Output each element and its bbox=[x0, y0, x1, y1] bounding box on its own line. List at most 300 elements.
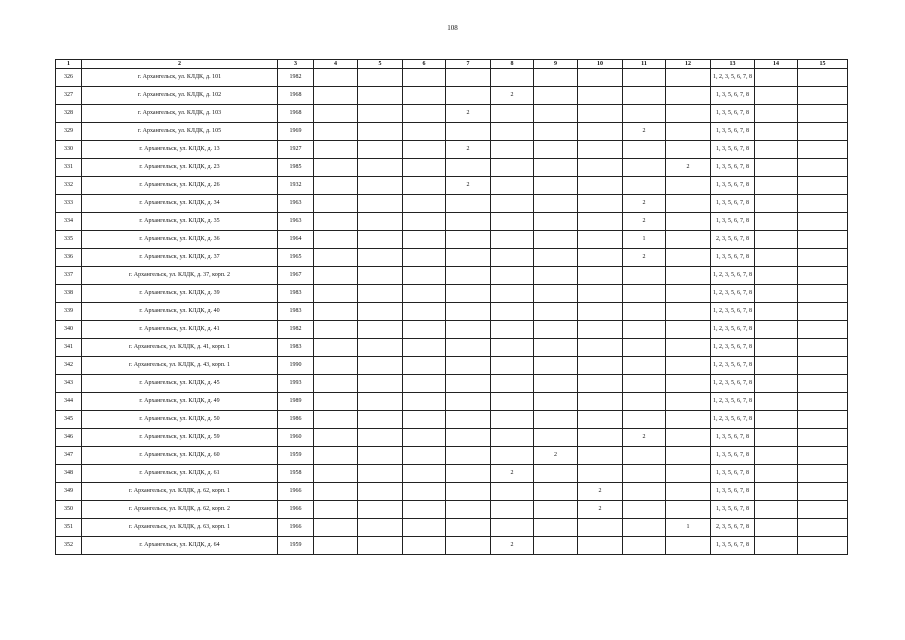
cell-c13: 1, 2, 3, 5, 6, 7, 8 bbox=[711, 375, 755, 393]
cell-c5 bbox=[358, 123, 403, 141]
cell-c6 bbox=[403, 321, 446, 339]
cell-addr: г. Архангельск, ул. КЛДК, д. 41, корп. 1 bbox=[82, 339, 278, 357]
cell-c4 bbox=[314, 321, 358, 339]
cell-year: 1993 bbox=[278, 375, 314, 393]
cell-c13: 1, 3, 5, 6, 7, 8 bbox=[711, 465, 755, 483]
cell-c14 bbox=[755, 447, 798, 465]
cell-year: 1990 bbox=[278, 357, 314, 375]
cell-c14 bbox=[755, 123, 798, 141]
cell-c7: 2 bbox=[446, 177, 491, 195]
cell-c11 bbox=[623, 267, 666, 285]
cell-c5 bbox=[358, 375, 403, 393]
cell-c15 bbox=[798, 447, 848, 465]
cell-c10 bbox=[578, 429, 623, 447]
cell-c9 bbox=[534, 249, 578, 267]
column-header-6: 6 bbox=[403, 60, 446, 69]
cell-c9 bbox=[534, 429, 578, 447]
cell-c9 bbox=[534, 195, 578, 213]
cell-c9 bbox=[534, 465, 578, 483]
cell-c7 bbox=[446, 303, 491, 321]
cell-c8 bbox=[491, 105, 534, 123]
cell-addr: г. Архангельск, ул. КЛДК, д. 26 bbox=[82, 177, 278, 195]
cell-year: 1959 bbox=[278, 447, 314, 465]
cell-c13: 1, 3, 5, 6, 7, 8 bbox=[711, 447, 755, 465]
cell-c11 bbox=[623, 537, 666, 555]
cell-addr: г. Архангельск, ул. КЛДК, д. 23 bbox=[82, 159, 278, 177]
cell-year: 1964 bbox=[278, 231, 314, 249]
table-row bbox=[56, 69, 848, 87]
cell-c7 bbox=[446, 159, 491, 177]
cell-c15 bbox=[798, 537, 848, 555]
cell-n: 331 bbox=[56, 159, 82, 177]
cell-c6 bbox=[403, 231, 446, 249]
cell-c4 bbox=[314, 195, 358, 213]
cell-year: 1968 bbox=[278, 105, 314, 123]
cell-c6 bbox=[403, 339, 446, 357]
cell-c12 bbox=[666, 213, 711, 231]
cell-c12 bbox=[666, 393, 711, 411]
cell-c12 bbox=[666, 537, 711, 555]
cell-c7 bbox=[446, 321, 491, 339]
cell-c12 bbox=[666, 375, 711, 393]
cell-c8: 2 bbox=[491, 537, 534, 555]
cell-year: 1932 bbox=[278, 177, 314, 195]
table-row bbox=[56, 411, 848, 429]
cell-c5 bbox=[358, 321, 403, 339]
cell-c12 bbox=[666, 447, 711, 465]
cell-c15 bbox=[798, 429, 848, 447]
cell-c11 bbox=[623, 105, 666, 123]
cell-c8 bbox=[491, 357, 534, 375]
cell-c12 bbox=[666, 267, 711, 285]
cell-c10 bbox=[578, 303, 623, 321]
cell-c9 bbox=[534, 483, 578, 501]
cell-c10 bbox=[578, 141, 623, 159]
cell-n: 347 bbox=[56, 447, 82, 465]
cell-c9 bbox=[534, 177, 578, 195]
cell-c8: 2 bbox=[491, 465, 534, 483]
cell-c13: 1, 3, 5, 6, 7, 8 bbox=[711, 213, 755, 231]
cell-c7 bbox=[446, 375, 491, 393]
cell-addr: г. Архангельск, ул. КЛДК, д. 61 bbox=[82, 465, 278, 483]
table-row bbox=[56, 393, 848, 411]
cell-c11 bbox=[623, 375, 666, 393]
cell-c6 bbox=[403, 159, 446, 177]
cell-c5 bbox=[358, 465, 403, 483]
cell-c13: 1, 2, 3, 5, 6, 7, 8 bbox=[711, 339, 755, 357]
table-row bbox=[56, 195, 848, 213]
cell-c9 bbox=[534, 321, 578, 339]
table-row bbox=[56, 141, 848, 159]
cell-c12 bbox=[666, 177, 711, 195]
cell-addr: г. Архангельск, ул. КЛДК, д. 37, корп. 2 bbox=[82, 267, 278, 285]
cell-c8 bbox=[491, 483, 534, 501]
table-row bbox=[56, 285, 848, 303]
cell-n: 349 bbox=[56, 483, 82, 501]
cell-c7 bbox=[446, 483, 491, 501]
cell-year: 1982 bbox=[278, 321, 314, 339]
cell-c11 bbox=[623, 411, 666, 429]
cell-c6 bbox=[403, 483, 446, 501]
table-row bbox=[56, 177, 848, 195]
cell-c9 bbox=[534, 537, 578, 555]
cell-n: 336 bbox=[56, 249, 82, 267]
cell-c15 bbox=[798, 249, 848, 267]
cell-c10 bbox=[578, 285, 623, 303]
cell-c6 bbox=[403, 357, 446, 375]
table-row bbox=[56, 105, 848, 123]
cell-c14 bbox=[755, 375, 798, 393]
cell-year: 1985 bbox=[278, 159, 314, 177]
table-row bbox=[56, 213, 848, 231]
table-row bbox=[56, 429, 848, 447]
table-body bbox=[56, 69, 848, 555]
cell-c13: 1, 3, 5, 6, 7, 8 bbox=[711, 429, 755, 447]
cell-c8 bbox=[491, 195, 534, 213]
cell-addr: г. Архангельск, ул. КЛДК, д. 63, корп. 1 bbox=[82, 519, 278, 537]
cell-c11 bbox=[623, 519, 666, 537]
cell-c13: 1, 3, 5, 6, 7, 8 bbox=[711, 87, 755, 105]
cell-n: 329 bbox=[56, 123, 82, 141]
cell-c14 bbox=[755, 69, 798, 87]
cell-year: 1965 bbox=[278, 249, 314, 267]
cell-c9 bbox=[534, 339, 578, 357]
cell-c9 bbox=[534, 303, 578, 321]
cell-c5 bbox=[358, 213, 403, 231]
cell-c11: 1 bbox=[623, 231, 666, 249]
cell-c8 bbox=[491, 393, 534, 411]
cell-year: 1989 bbox=[278, 393, 314, 411]
cell-c4 bbox=[314, 411, 358, 429]
cell-c14 bbox=[755, 357, 798, 375]
cell-c13: 1, 2, 3, 5, 6, 7, 8 bbox=[711, 267, 755, 285]
column-header-2: 2 bbox=[82, 60, 278, 69]
cell-c5 bbox=[358, 177, 403, 195]
cell-c13: 1, 3, 5, 6, 7, 8 bbox=[711, 141, 755, 159]
cell-c15 bbox=[798, 231, 848, 249]
cell-c13: 1, 3, 5, 6, 7, 8 bbox=[711, 195, 755, 213]
cell-c6 bbox=[403, 249, 446, 267]
cell-c10 bbox=[578, 177, 623, 195]
table-row bbox=[56, 231, 848, 249]
cell-c14 bbox=[755, 231, 798, 249]
cell-c8 bbox=[491, 123, 534, 141]
cell-c5 bbox=[358, 339, 403, 357]
cell-c10 bbox=[578, 69, 623, 87]
cell-addr: г. Архангельск, ул. КЛДК, д. 62, корп. 1 bbox=[82, 483, 278, 501]
cell-n: 351 bbox=[56, 519, 82, 537]
cell-c11 bbox=[623, 483, 666, 501]
cell-c8 bbox=[491, 447, 534, 465]
cell-c7 bbox=[446, 195, 491, 213]
column-header-13: 13 bbox=[711, 60, 755, 69]
cell-c6 bbox=[403, 105, 446, 123]
cell-c15 bbox=[798, 411, 848, 429]
cell-c6 bbox=[403, 393, 446, 411]
cell-c14 bbox=[755, 393, 798, 411]
cell-c14 bbox=[755, 321, 798, 339]
cell-c6 bbox=[403, 213, 446, 231]
cell-c4 bbox=[314, 249, 358, 267]
cell-year: 1927 bbox=[278, 141, 314, 159]
cell-c8 bbox=[491, 339, 534, 357]
cell-addr: г. Архангельск, ул. КЛДК, д. 35 bbox=[82, 213, 278, 231]
cell-year: 1986 bbox=[278, 411, 314, 429]
cell-c8 bbox=[491, 285, 534, 303]
cell-c8 bbox=[491, 267, 534, 285]
cell-c11 bbox=[623, 69, 666, 87]
cell-c11 bbox=[623, 501, 666, 519]
cell-c7 bbox=[446, 537, 491, 555]
cell-addr: г. Архангельск, ул. КЛДК, д. 50 bbox=[82, 411, 278, 429]
cell-c12 bbox=[666, 303, 711, 321]
cell-c7 bbox=[446, 69, 491, 87]
cell-c15 bbox=[798, 357, 848, 375]
cell-c6 bbox=[403, 411, 446, 429]
column-header-10: 10 bbox=[578, 60, 623, 69]
cell-c5 bbox=[358, 537, 403, 555]
table-row bbox=[56, 339, 848, 357]
cell-c8 bbox=[491, 141, 534, 159]
cell-c4 bbox=[314, 339, 358, 357]
cell-year: 1969 bbox=[278, 123, 314, 141]
cell-c8 bbox=[491, 159, 534, 177]
cell-c15 bbox=[798, 141, 848, 159]
cell-c14 bbox=[755, 411, 798, 429]
cell-c4 bbox=[314, 69, 358, 87]
cell-c14 bbox=[755, 87, 798, 105]
cell-c5 bbox=[358, 285, 403, 303]
cell-c7 bbox=[446, 285, 491, 303]
table-row bbox=[56, 465, 848, 483]
cell-c10 bbox=[578, 249, 623, 267]
cell-c13: 1, 2, 3, 5, 6, 7, 8 bbox=[711, 357, 755, 375]
cell-c4 bbox=[314, 159, 358, 177]
cell-c11 bbox=[623, 321, 666, 339]
cell-c9 bbox=[534, 285, 578, 303]
cell-c11 bbox=[623, 465, 666, 483]
column-header-8: 8 bbox=[491, 60, 534, 69]
cell-c4 bbox=[314, 393, 358, 411]
cell-c14 bbox=[755, 537, 798, 555]
cell-year: 1966 bbox=[278, 483, 314, 501]
cell-c15 bbox=[798, 285, 848, 303]
cell-c12 bbox=[666, 483, 711, 501]
cell-c4 bbox=[314, 483, 358, 501]
cell-year: 1958 bbox=[278, 465, 314, 483]
cell-c11: 2 bbox=[623, 213, 666, 231]
cell-c7 bbox=[446, 249, 491, 267]
cell-n: 348 bbox=[56, 465, 82, 483]
cell-c4 bbox=[314, 465, 358, 483]
buildings-table bbox=[55, 59, 848, 555]
cell-c5 bbox=[358, 69, 403, 87]
cell-c12 bbox=[666, 231, 711, 249]
cell-c10 bbox=[578, 357, 623, 375]
table-row bbox=[56, 519, 848, 537]
cell-c5 bbox=[358, 483, 403, 501]
cell-c6 bbox=[403, 87, 446, 105]
cell-c14 bbox=[755, 429, 798, 447]
cell-c13: 1, 2, 3, 5, 6, 7, 8 bbox=[711, 303, 755, 321]
cell-c5 bbox=[358, 411, 403, 429]
cell-c5 bbox=[358, 357, 403, 375]
cell-c7 bbox=[446, 519, 491, 537]
cell-c13: 1, 3, 5, 6, 7, 8 bbox=[711, 123, 755, 141]
cell-n: 345 bbox=[56, 411, 82, 429]
cell-n: 352 bbox=[56, 537, 82, 555]
cell-c9 bbox=[534, 213, 578, 231]
cell-c12 bbox=[666, 195, 711, 213]
cell-c6 bbox=[403, 465, 446, 483]
cell-c13: 1, 3, 5, 6, 7, 8 bbox=[711, 177, 755, 195]
cell-c11: 2 bbox=[623, 429, 666, 447]
cell-n: 333 bbox=[56, 195, 82, 213]
cell-c8 bbox=[491, 375, 534, 393]
cell-c9 bbox=[534, 501, 578, 519]
cell-n: 341 bbox=[56, 339, 82, 357]
cell-c12 bbox=[666, 465, 711, 483]
cell-n: 340 bbox=[56, 321, 82, 339]
cell-c7: 2 bbox=[446, 105, 491, 123]
cell-year: 1968 bbox=[278, 87, 314, 105]
cell-n: 343 bbox=[56, 375, 82, 393]
cell-c11 bbox=[623, 159, 666, 177]
cell-c12 bbox=[666, 69, 711, 87]
cell-c11: 2 bbox=[623, 249, 666, 267]
cell-c12: 2 bbox=[666, 159, 711, 177]
cell-c13: 1, 2, 3, 5, 6, 7, 8 bbox=[711, 411, 755, 429]
cell-c4 bbox=[314, 429, 358, 447]
cell-c14 bbox=[755, 339, 798, 357]
column-header-11: 11 bbox=[623, 60, 666, 69]
cell-c13: 1, 3, 5, 6, 7, 8 bbox=[711, 483, 755, 501]
cell-c11 bbox=[623, 357, 666, 375]
cell-c10 bbox=[578, 321, 623, 339]
cell-c15 bbox=[798, 501, 848, 519]
cell-n: 335 bbox=[56, 231, 82, 249]
cell-c14 bbox=[755, 519, 798, 537]
cell-c10 bbox=[578, 105, 623, 123]
cell-c10: 2 bbox=[578, 501, 623, 519]
cell-c9 bbox=[534, 87, 578, 105]
cell-c6 bbox=[403, 429, 446, 447]
cell-c15 bbox=[798, 375, 848, 393]
cell-c12 bbox=[666, 429, 711, 447]
cell-c5 bbox=[358, 267, 403, 285]
cell-c10 bbox=[578, 393, 623, 411]
cell-c14 bbox=[755, 105, 798, 123]
cell-c6 bbox=[403, 285, 446, 303]
cell-c5 bbox=[358, 105, 403, 123]
cell-addr: г. Архангельск, ул. КЛДК, д. 37 bbox=[82, 249, 278, 267]
cell-c7 bbox=[446, 123, 491, 141]
cell-c10 bbox=[578, 195, 623, 213]
cell-c5 bbox=[358, 231, 403, 249]
cell-c15 bbox=[798, 267, 848, 285]
cell-addr: г. Архангельск, ул. КЛДК, д. 40 bbox=[82, 303, 278, 321]
cell-c7 bbox=[446, 87, 491, 105]
cell-c7 bbox=[446, 393, 491, 411]
cell-c11 bbox=[623, 447, 666, 465]
cell-c13: 1, 3, 5, 6, 7, 8 bbox=[711, 537, 755, 555]
cell-c11 bbox=[623, 339, 666, 357]
cell-c8 bbox=[491, 303, 534, 321]
cell-c10 bbox=[578, 267, 623, 285]
cell-c7 bbox=[446, 411, 491, 429]
cell-c10 bbox=[578, 465, 623, 483]
cell-c15 bbox=[798, 159, 848, 177]
cell-addr: г. Архангельск, ул. КЛДК, д. 39 bbox=[82, 285, 278, 303]
cell-c14 bbox=[755, 177, 798, 195]
cell-c8 bbox=[491, 177, 534, 195]
table-row bbox=[56, 159, 848, 177]
cell-c6 bbox=[403, 69, 446, 87]
cell-c12 bbox=[666, 285, 711, 303]
cell-c4 bbox=[314, 285, 358, 303]
cell-year: 1983 bbox=[278, 339, 314, 357]
cell-c7 bbox=[446, 429, 491, 447]
cell-c10 bbox=[578, 87, 623, 105]
column-header-15: 15 bbox=[798, 60, 848, 69]
table-row bbox=[56, 447, 848, 465]
cell-c15 bbox=[798, 69, 848, 87]
cell-c10: 2 bbox=[578, 483, 623, 501]
cell-c11: 2 bbox=[623, 123, 666, 141]
cell-c15 bbox=[798, 465, 848, 483]
cell-c7 bbox=[446, 465, 491, 483]
column-header-7: 7 bbox=[446, 60, 491, 69]
cell-year: 1966 bbox=[278, 501, 314, 519]
cell-addr: г. Архангельск, ул. КЛДК, д. 102 bbox=[82, 87, 278, 105]
cell-addr: г. Архангельск, ул. КЛДК, д. 49 bbox=[82, 393, 278, 411]
table-row bbox=[56, 87, 848, 105]
cell-c8 bbox=[491, 321, 534, 339]
cell-n: 327 bbox=[56, 87, 82, 105]
cell-n: 342 bbox=[56, 357, 82, 375]
cell-c5 bbox=[358, 195, 403, 213]
cell-c9 bbox=[534, 141, 578, 159]
cell-c5 bbox=[358, 87, 403, 105]
cell-c6 bbox=[403, 537, 446, 555]
cell-c6 bbox=[403, 501, 446, 519]
cell-c12 bbox=[666, 249, 711, 267]
cell-n: 334 bbox=[56, 213, 82, 231]
cell-c9 bbox=[534, 69, 578, 87]
cell-year: 1963 bbox=[278, 213, 314, 231]
cell-c8 bbox=[491, 501, 534, 519]
cell-c5 bbox=[358, 393, 403, 411]
cell-c5 bbox=[358, 447, 403, 465]
column-header-12: 12 bbox=[666, 60, 711, 69]
cell-c13: 2, 3, 5, 6, 7, 8 bbox=[711, 231, 755, 249]
cell-c15 bbox=[798, 87, 848, 105]
cell-c5 bbox=[358, 159, 403, 177]
column-header-1: 1 bbox=[56, 60, 82, 69]
cell-addr: г. Архангельск, ул. КЛДК, д. 60 bbox=[82, 447, 278, 465]
cell-n: 330 bbox=[56, 141, 82, 159]
cell-c11 bbox=[623, 177, 666, 195]
cell-c6 bbox=[403, 519, 446, 537]
cell-c9 bbox=[534, 267, 578, 285]
cell-c7 bbox=[446, 447, 491, 465]
cell-c14 bbox=[755, 159, 798, 177]
cell-c6 bbox=[403, 177, 446, 195]
cell-c4 bbox=[314, 141, 358, 159]
cell-c6 bbox=[403, 195, 446, 213]
cell-c10 bbox=[578, 159, 623, 177]
cell-c10 bbox=[578, 231, 623, 249]
